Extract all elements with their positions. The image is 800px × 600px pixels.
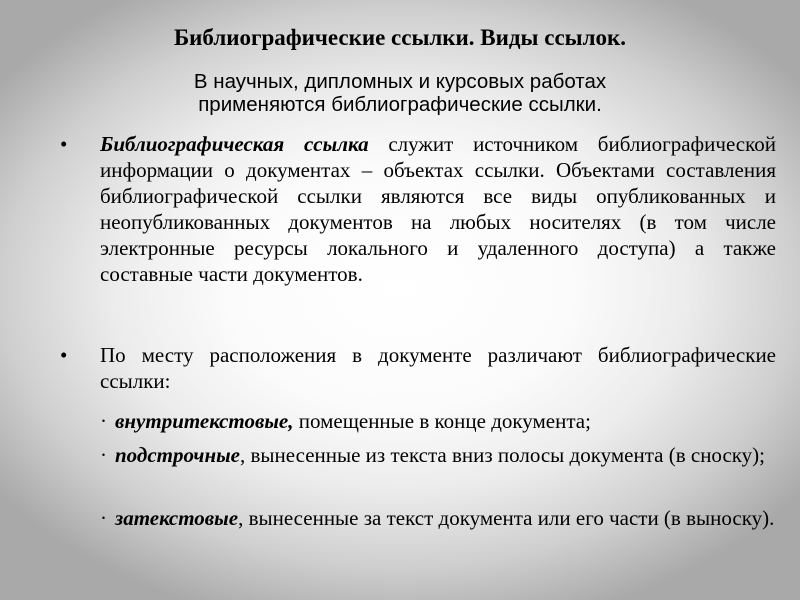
list-item-text: помещенные в конце документа; [298,409,591,433]
types-intro-text: По месту расположения в документе различают библиографические ссылки: [100,343,776,393]
paragraph-types-intro [100,342,776,394]
list-item-intratext [100,408,776,434]
bullet-icon: • [60,343,68,367]
list-item-term: затекстовые [115,506,239,530]
subbullet-icon: · [100,443,107,467]
list-item-text: , вынесенные из текста вниз полосы документа (в сноску); [240,443,766,467]
bullet-icon: • [60,132,68,156]
list-item-text: , вынесенные за текст документа или его части (в выноску). [238,506,775,530]
subbullet-icon: · [100,409,107,433]
list-item-footnote [100,442,776,468]
subtitle [100,70,700,116]
list-item-term: внутритекстовые, [115,409,294,433]
list-item-endnote [100,505,776,531]
definition-text: служит источником библиографической информации о документах – объектах ссылки. Объектами составления библиографической ссылки являются все виды опубликованных и неопубликованных документов на любых носителях (в том числе электронные ресурсы локального и удаленного доступа) а также составные части документов. [100,132,776,286]
subbullet-icon: · [100,506,107,530]
subtitle-line-2: применяются библиографические ссылки. [198,93,602,116]
page-title: Библиографические ссылки. Виды ссылок. [173,25,627,50]
paragraph-definition [100,131,776,287]
subtitle-line-1: В научных, дипломных и курсовых работах [193,70,607,93]
list-item-term: подстрочные [115,443,241,467]
definition-term: Библиографическая ссылка [100,132,369,156]
